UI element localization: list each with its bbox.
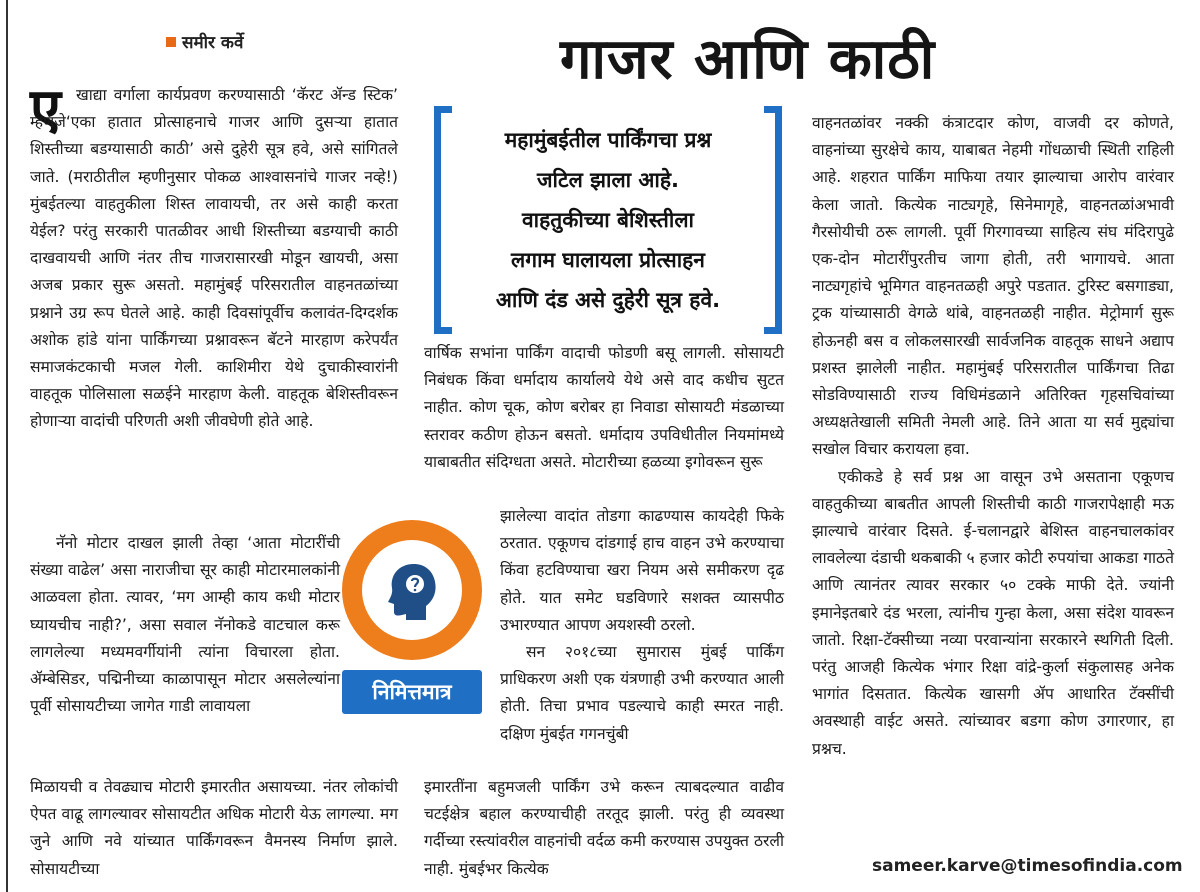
col2-paragraph-3: सन २०१८च्या सुमारास मुंबई पार्किंग प्राधिकरण अशी एक यंत्रणाही उभी करण्यात आली होती. तिचा प्रभाव पडल्याचे काही स्मरत नाही. दक्षिण मुंबईत गगनचुंबी: [500, 643, 784, 743]
col1-paragraph-2: नॅनो मोटार दाखल झाली तेव्हा ‘आता मोटारींची संख्या वाढेल’ असा नाराजीचा सूर काही मोटारमालकांनी आळवला होता. त्यावर, ‘मग आम्ही काय कधी मोटार घ्यायचीच नाही?’, असा सवाल नॅनोकडे वाटचाल करू लागलेल्या मध्यमवर्गीयांनी त्यांना विचारला होता. ॲम्बेसिडर, पद्मिनीच्या काळापासून मोटार असलेल्यांना पूर्वी सोसायटीच्या जागेत गाडी लावायला: [30, 534, 340, 716]
pull-quote-box: [434, 106, 782, 334]
col1-paragraph-3: मिळायची व तेवढ्याच मोटारी इमारतीत असायच्या. नंतर लोकांची ऐपत वाढू लागल्यावर सोसायटीत अधिक मोटारी येऊ लागल्या. मग जुने आणि नवे यांच्यात पार्किंगवरून वैमनस्य निर्माण झाले. सोसायटीच्या: [30, 778, 398, 878]
col1-p1-text: खाद्या वर्गाला कार्यप्रवण करण्यासाठी ‘कॅरट ॲन्ड स्टिक’ म्हणजे‘एका हातात प्रोत्साहनाचे गाजर आणि दुसऱ्या हातात शिस्तीच्या बडग्यासाठी काठी’ असे दुहेरी सूत्र हवे, असे सांगितले जाते. (मराठीतील म्हणीनुसार पोकळ आश्वासनांचे गाजर नव्हे!) मुंबईतल्या वाहतुकीला शिस्त लावायची, तर असे काही करता येईल? परंतु सरकारी पातळीवर आधी शिस्तीच्या बडग्याची काठी दाखवायची आणि नंतर तीच गाजरासारखी मोडून खायची, असा अजब प्रकार सुरू असतो. महामुंबई परिसरातील वाहनतळांच्या प्रश्नाने उग्र रूप घेतले आहे. काही दिवसांपूर्वीच कलावंत-दिग्दर्शक अशोक हांडे यांना पार्किंगच्या प्रश्नावरून बॅटने मारहाण करेपर्यंत समाजकंटकाची मजल गेली. काशिमीरा येथे दुचाकीस्वारांनी वाहतूक पोलिसाला सळईने मारहाण केली. वाहतूक बेशिस्तीवरून होणाऱ्या वादांची परिणती अशी जीवघेणी होते आहे.: [30, 86, 398, 431]
col3-paragraph-1: वाहनतळांवर नक्की कंत्राटदार कोण, वाजवी दर कोणते, वाहनांच्या सुरक्षेचे काय, याबाबत नेहमी गोंधळाची स्थिती राहिली आहे. शहरात पार्किंग माफिया तयार झाल्याचा आरोप वारंवार केला जातो. कित्येक नाट्यगृहे, सिनेमागृहे, वाहनतळांअभावी गैरसोयीची ठरू लागली. पूर्वी गिरगावच्या साहित्य संघ मंदिरापुढे एक-दोन मोटारींपुरतीच जागा होती, तरी भागायचे. आता नाट्यगृहांचे भूमिगत वाहनतळही अपुरे पडतात. टुरिस्ट बसगाड्या, ट्रक यांच्यासाठी वेगळे थांबे, वाहनतळही नाहीत. मेट्रोमार्ग सुरू होऊनही बस व लोकलसारखी सार्वजनिक वाहतूक साधने अद्याप प्रशस्त झालेली नाहीत. महामुंबई परिसरातील पार्किंगचा तिढा सोडविण्यासाठी राज्य विधिमंडळाने अतिरिक्त गृहसचिवांच्या अध्यक्षतेखाली समिती नेमली आहे. तिने आता या सर्व मुद्द्यांचा सखोल विचार करायला हवा.: [812, 114, 1174, 459]
drop-cap: ए: [30, 77, 61, 142]
pull-quote-left-bracket: [434, 106, 452, 334]
column-1-middle: [30, 530, 340, 720]
column-3: [812, 110, 1174, 763]
column-1-bottom: [30, 774, 398, 883]
byline-author: समीर कर्वे: [182, 33, 244, 53]
pull-quote-line: लगाम घालायला प्रोत्साहन: [511, 248, 705, 272]
pull-quote-line: वाहतुकीच्या बेशिस्तीला: [521, 208, 694, 232]
badge-label: निमित्तमात्र: [342, 670, 482, 714]
byline: [166, 30, 243, 53]
headline: गाजर आणि काठी: [560, 27, 936, 92]
badge-inner: [362, 540, 462, 640]
pull-quote-line: महामुंबईतील पार्किंगचा प्रश्न: [504, 128, 712, 152]
column-2-top: [424, 340, 784, 476]
col1-paragraph-1: [30, 77, 398, 436]
author-email[interactable]: sameer.karve@timesofindia.com: [872, 856, 1183, 876]
badge-ring: [342, 520, 482, 660]
pull-quote-text: [456, 120, 760, 320]
pull-quote-right-bracket: [764, 106, 782, 334]
col3-paragraph-2: एकीकडे हे सर्व प्रश्न आ वासून उभे असताना एकूणच वाहतुकीच्या बाबतीत आपली शिस्तीची काठी गाजरापेक्षाही मऊ झाल्याचे वारंवार दिसते. ई-चलानद्वारे बेशिस्त वाहनचालकांवर लावलेल्या दंडाची थकबाकी ५ हजार कोटी रुपयांचा आकडा गाठते आणि त्यानंतर त्यावर सरकार ५० टक्के माफी देते. ज्यांनी इमानेइतबारे दंड भरला, त्यांनीच गुन्हा केला, असा संदेश यावरून जातो. रिक्षा-टॅक्सीच्या नव्या परवान्यांना सरकारने स्थगिती दिली. परंतु आजही कित्येक भंगार रिक्षा वांद्रे-कुर्ला संकुलासह अनेक भागांत दिसतात. कित्येक खासगी ॲप आधारित टॅक्सींची अवस्थाही वाईट असते. त्यांच्यावर बडगा कोण उगारणार, हा प्रश्नच.: [812, 467, 1174, 758]
col2-paragraph-1: वार्षिक सभांना पार्किंग वादाची फोडणी बसू लागली. सोसायटी निबंधक किंवा धर्मादाय कार्यालये येथे असे वाद कधीच सुटत नाहीत. कोण चूक, कोण बरोबर हा निवाडा सोसायटी मंडळाच्या स्तरावर कठीण होऊन बसतो. धर्मादाय उपविधीतील नियमांमध्ये याबाबतीत संदिग्धता असते. मोटारीच्या हळव्या इगोवरून सुरू: [424, 344, 784, 471]
byline-square-icon: [166, 37, 176, 47]
pull-quote-line: आणि दंड असे दुहेरी सूत्र हवे.: [495, 288, 721, 312]
col2-paragraph-2: झालेल्या वादांत तोडगा काढण्यास कायदेही फिके ठरतात. एकूणच दांडगाई हाच वाहन उभे करण्याचा किंवा हटविण्याचा खरा नियम असे समीकरण दृढ होते. यात समेट घडविणारे सशक्त व्यासपीठ उभारण्यात आपण अयशस्वी ठरलो.: [500, 507, 784, 634]
column-badge: [342, 520, 482, 720]
thinking-head-icon: [380, 558, 444, 622]
left-column-rule: [6, 0, 8, 892]
column-2-middle: [500, 503, 784, 748]
col2-paragraph-4: इमारतींना बहुमजली पार्किंग उभे करून त्याबदल्यात वाढीव चटईक्षेत्र बहाल करण्याचीही तरतूद झाली. परंतु ही व्यवस्था गर्दीच्या रस्त्यांवरील वाहनांची वर्दळ कमी करण्यास उपयुक्त ठरली नाही. मुंबईभर कित्येक: [424, 778, 784, 878]
column-2-bottom: [424, 774, 784, 883]
column-1-top: [30, 77, 398, 436]
pull-quote-line: जटिल झाला आहे.: [536, 168, 680, 192]
